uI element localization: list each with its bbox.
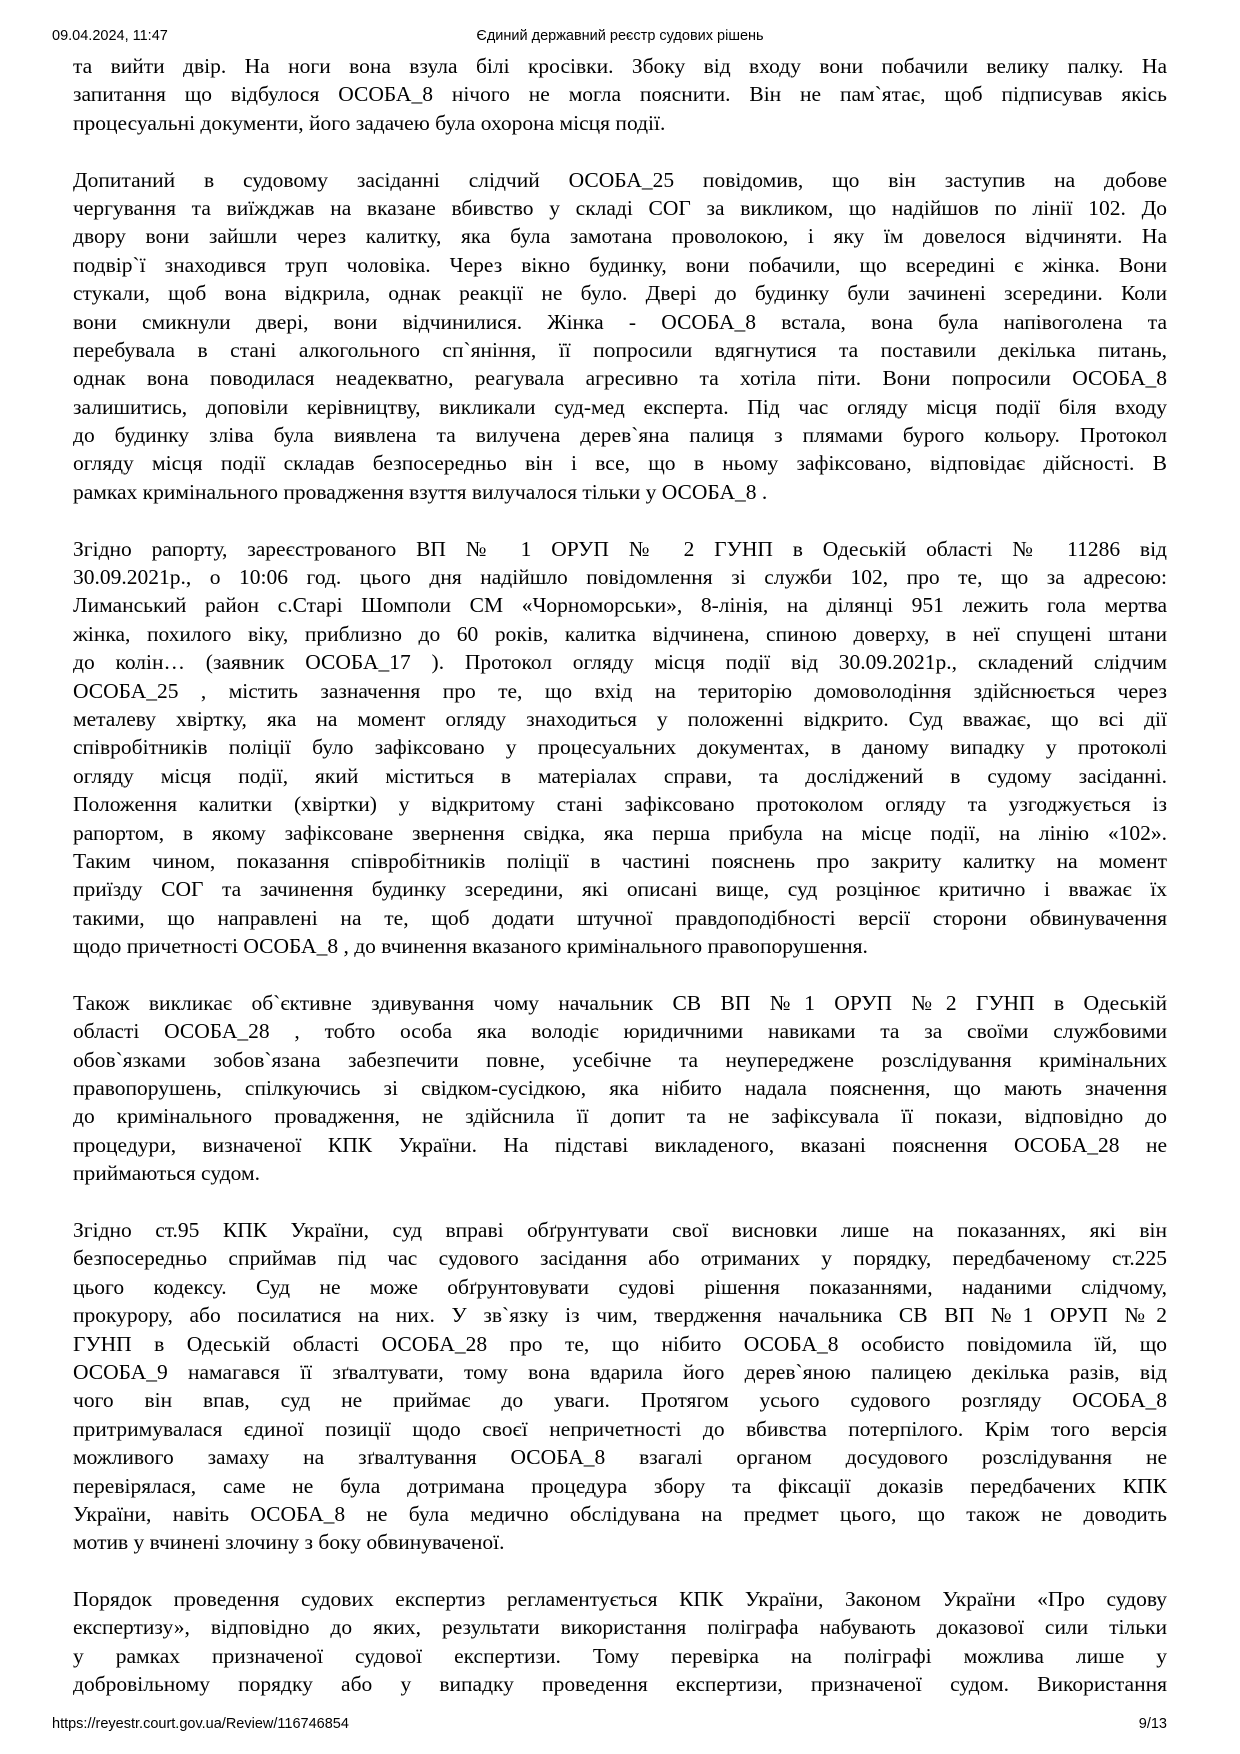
text-line: 30.09.2021р., о 10:06 год. цього дня надійшло повідомлення зі служби 102, про те, що за адресою: — [73, 565, 1167, 590]
text-line: безпосередньо сприймав під час судового засідання або отриманих у порядку, передбаченому ст.225 — [73, 1246, 1167, 1271]
page-header-title: Єдиний державний реєстр судових рішень — [476, 28, 764, 44]
text-line: чергування та виїжджав на вказане вбивство у складі СОГ за викликом, що надійшов по лінії 102. До — [73, 195, 1167, 220]
page-number: 9/13 — [1138, 1716, 1167, 1732]
text-line: огляду місця події складав безпосередньо він і все, що в ньому зафіксовано, відповідає дійсності. В — [73, 451, 1167, 476]
document-body — [73, 52, 1167, 1727]
text-line: прокурору, або посилатися на них. У зв`язку із чим, твердження начальника СВ ВП №1 ОРУП №2 — [73, 1303, 1167, 1328]
text-line: однак вона поводилася неадекватно, реагувала агресивно та хотіла піти. Вони попросили ОСОБА_8 — [73, 366, 1167, 391]
text-line: стукали, щоб вона відкрила, однак реакції не було. Двері до будинку були зачинені зсередини. Коли — [73, 281, 1167, 306]
text-line: до будинку зліва була виявлена та вилучена дерев`яна палиця з плямами бурого кольору. Протокол — [73, 423, 1167, 448]
text-line: ОСОБА_25 , містить зазначення про те, що вхід на територію домоволодіння здійснюється через — [73, 678, 1167, 703]
text-line: до кримінального провадження, не здійснила її допит та не зафіксувала її покази, відповідно до — [73, 1104, 1167, 1129]
text-line: Таким чином, показання співробітників поліції в частині пояснень про закриту калитку на момент — [73, 848, 1167, 873]
text-line: залишитись, доповіли керівництву, викликали суд-мед експерта. Під час огляду місця події біля входу — [73, 394, 1167, 419]
text-line: Також викликає об`єктивне здивування чому начальник СВ ВП №1 ОРУП №2 ГУНП в Одеській — [73, 990, 1167, 1015]
text-line: рапортом, в якому зафіксоване звернення свідка, яка перша прибула на місце події, на лінію «102». — [73, 820, 1167, 845]
text-line: добровільному порядку або у випадку проведення експертизи, призначеної судом. Використання — [73, 1672, 1167, 1697]
text-line: металеву хвіртку, яка на момент огляду знаходиться у положенні відкрито. Суд вважає, що всі дії — [73, 706, 1167, 731]
text-line: ГУНП в Одеській області ОСОБА_28 про те, що нібито ОСОБА_8 особисто повідомила їй, що — [73, 1331, 1167, 1356]
text-line: рамках кримінального провадження взуття вилучалося тільки у ОСОБА_8 . — [73, 479, 768, 504]
text-line: до колін… (заявник ОСОБА_17 ). Протокол огляду місця події від 30.09.2021р., складений слідчим — [73, 650, 1167, 675]
text-line: обов`язками зобов`язана забезпечити повне, усебічне та неупереджене розслідування кримінальних — [73, 1047, 1167, 1072]
text-line: щодо причетності ОСОБА_8 , до вчинення вказаного кримінального правопорушення. — [73, 934, 868, 959]
text-line: Порядок проведення судових експертиз регламентується КПК України, Законом України «Про судову — [73, 1587, 1167, 1612]
text-line: експертизу», відповідно до яких, результати використання поліграфа набувають доказової сили тільки — [73, 1615, 1167, 1640]
paragraph — [73, 52, 1167, 137]
text-line: Згідно рапорту, зареєстрованого ВП № 1 ОРУП № 2 ГУНП в Одеській області № 11286 від — [73, 536, 1167, 561]
text-line: цього кодексу. Суд не може обґрунтовувати судові рішення показаннями, наданими слідчому, — [73, 1274, 1167, 1299]
text-line: такими, що направлені на те, щоб додати штучної правдоподібності версії сторони обвинувачення — [73, 905, 1167, 930]
paragraph — [73, 1216, 1167, 1557]
text-line: ОСОБА_9 намагався її зґвалтувати, тому вона вдарила його дерев`яною палицею декілька разів, від — [73, 1359, 1167, 1384]
print-datetime: 09.04.2024, 11:47 — [52, 28, 168, 44]
text-line: України, навіть ОСОБА_8 не була медично обслідувана на предмет цього, що також не доводить — [73, 1501, 1167, 1526]
text-line: перебувала в стані алкогольного сп`яніння, її попросили вдягнутися та поставили декілька питань, — [73, 337, 1167, 362]
text-line: чого він впав, суд не приймає до уваги. Протягом усього судового розгляду ОСОБА_8 — [73, 1388, 1167, 1413]
text-line: Положення калитки (хвіртки) у відкритому стані зафіксовано протоколом огляду та узгоджується із — [73, 792, 1167, 817]
paragraph — [73, 1585, 1167, 1699]
text-line: Допитаний в судовому засіданні слідчий ОСОБА_25 повідомив, що він заступив на добове — [73, 167, 1167, 192]
page-url: https://reyestr.court.gov.ua/Review/116746854 — [52, 1716, 349, 1732]
text-line: приймаються судом. — [73, 1161, 260, 1186]
text-line: області ОСОБА_28 , тобто особа яка володіє юридичними навиками та за своїми службовими — [73, 1019, 1167, 1044]
text-line: подвір`ї знаходився труп чоловіка. Через вікно будинку, вони побачили, що всередині є жінка. Вони — [73, 252, 1167, 277]
text-line: жінка, похилого віку, приблизно до 60 років, калитка відчинена, спиною доверху, в неї спущені штани — [73, 621, 1167, 646]
text-line: перевірялася, саме не була дотримана процедура збору та фіксації доказів передбачених КПК — [73, 1473, 1167, 1498]
text-line: можливого замаху на зґвалтування ОСОБА_8 взагалі органом досудового розслідування не — [73, 1445, 1167, 1470]
text-line: процедури, визначеної КПК України. На підставі викладеного, вказані пояснення ОСОБА_28 не — [73, 1132, 1167, 1157]
paragraph — [73, 166, 1167, 507]
text-line: двору вони зайшли через калитку, яка була замотана проволокою, і яку їм довелося відчиняти. На — [73, 224, 1167, 249]
paragraph — [73, 535, 1167, 961]
text-line: правопорушень, спілкуючись зі свідком-сусідкою, яка нібито надала пояснення, що мають значення — [73, 1076, 1167, 1101]
text-line: приїзду СОГ та зачинення будинку зсередини, які описані вище, суд розцінює критично і вважає їх — [73, 877, 1167, 902]
text-line: запитання що відбулося ОСОБА_8 нічого не могла пояснити. Він не пам`ятає, щоб підписував якісь — [73, 82, 1167, 107]
text-line: вони смикнули двері, вони відчинилися. Жінка - ОСОБА_8 встала, вона була напівоголена та — [73, 309, 1167, 334]
text-line: Лиманський район с.Старі Шомполи СМ «Чорноморськи», 8-лінія, на ділянці 951 лежить гола мертва — [73, 593, 1167, 618]
text-line: мотив у вчинені злочину з боку обвинуваченої. — [73, 1530, 505, 1555]
text-line: притримувалася єдиної позиції щодо своєї непричетності до вбивства потерпілого. Крім того версія — [73, 1416, 1167, 1441]
text-line: та вийти двір. На ноги вона взула білі кросівки. Збоку від входу вони побачили велику палку. На — [73, 54, 1167, 78]
text-line: Згідно ст.95 КПК України, суд вправі обґрунтувати свої висновки лише на показаннях, які він — [73, 1218, 1167, 1243]
text-line: процесуальні документи, його задачею була охорона місця події. — [73, 110, 666, 135]
text-line: співробітників поліції було зафіксовано у процесуальних документах, в даному випадку у протоколі — [73, 735, 1167, 760]
text-line: огляду місця події, який міститься в матеріалах справи, та досліджений в судому засіданні. — [73, 763, 1167, 788]
text-line: у рамках призначеної судової експертизи. Тому перевірка на поліграфі можлива лише у — [73, 1643, 1167, 1668]
paragraph — [73, 989, 1167, 1188]
